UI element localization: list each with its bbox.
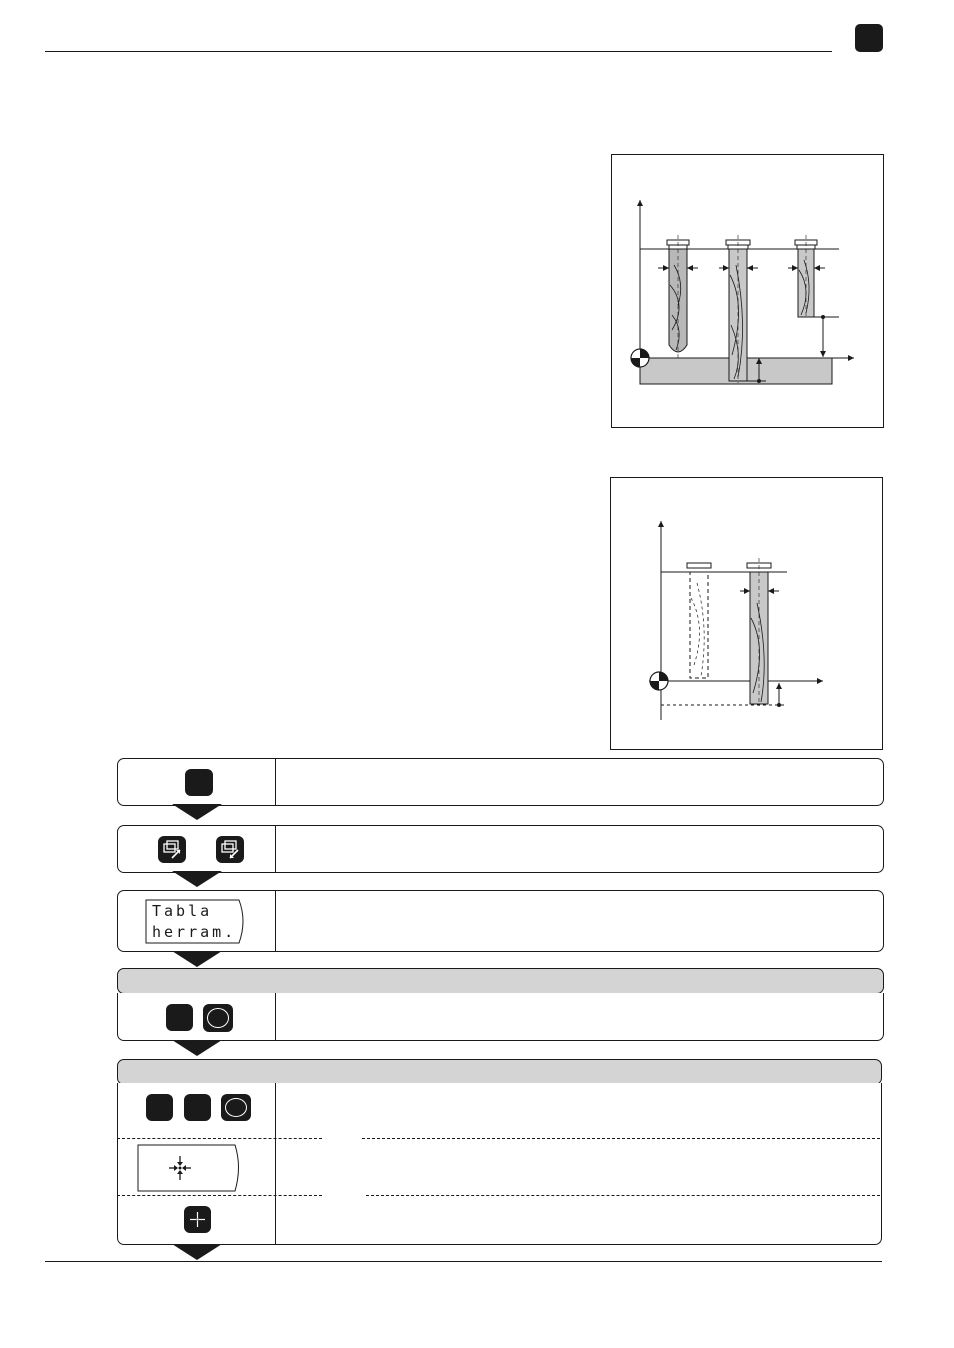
separator-dashed-2a: [117, 1195, 322, 1196]
flow-arrow-1: [172, 804, 222, 820]
flow-arrow-3: [172, 951, 222, 967]
confirm-key[interactable]: [221, 1094, 251, 1121]
step-4-box: [117, 993, 884, 1041]
step-1-box: [117, 758, 884, 806]
footer-rule: [45, 1261, 882, 1262]
probe-key[interactable]: [184, 1206, 211, 1233]
page-forward-key[interactable]: [158, 836, 186, 863]
step-4-header: [117, 968, 884, 994]
step-5-box: [117, 1083, 882, 1245]
mode-key[interactable]: [185, 769, 213, 796]
page-back-icon: [216, 836, 244, 863]
flow-arrow-5: [172, 1244, 222, 1260]
step-5-header: [117, 1059, 882, 1085]
crosshair-icon: [184, 1206, 211, 1233]
probe-softkey-icon: [137, 1144, 243, 1192]
flow-arrow-4: [172, 1040, 222, 1056]
step-2-box: [117, 825, 884, 873]
softkey-tool-table[interactable]: [145, 899, 248, 944]
separator-dashed-2b: [366, 1195, 880, 1196]
figure-tool-dimensions: [611, 154, 884, 428]
page-tab-marker: [855, 24, 883, 52]
digit-key-1[interactable]: [146, 1094, 173, 1121]
header-rule: [45, 51, 832, 52]
softkey-line-2: herram.: [152, 923, 237, 941]
separator-dashed-1a: [117, 1138, 322, 1139]
flow-arrow-2: [172, 871, 222, 887]
separator-dashed-1b: [362, 1138, 880, 1139]
page-forward-icon: [158, 836, 186, 863]
tool-zero-diagram: [611, 478, 882, 749]
enter-key[interactable]: [203, 1004, 233, 1032]
figure-tool-zero: [610, 477, 883, 750]
step-3-box: [117, 890, 884, 952]
softkey-probe[interactable]: [137, 1144, 243, 1192]
digit-key-2[interactable]: [184, 1094, 211, 1121]
number-key[interactable]: [166, 1004, 193, 1031]
softkey-line-1: Tabla: [152, 902, 213, 920]
tool-length-diagram: [612, 155, 883, 427]
page-back-key[interactable]: [216, 836, 244, 863]
